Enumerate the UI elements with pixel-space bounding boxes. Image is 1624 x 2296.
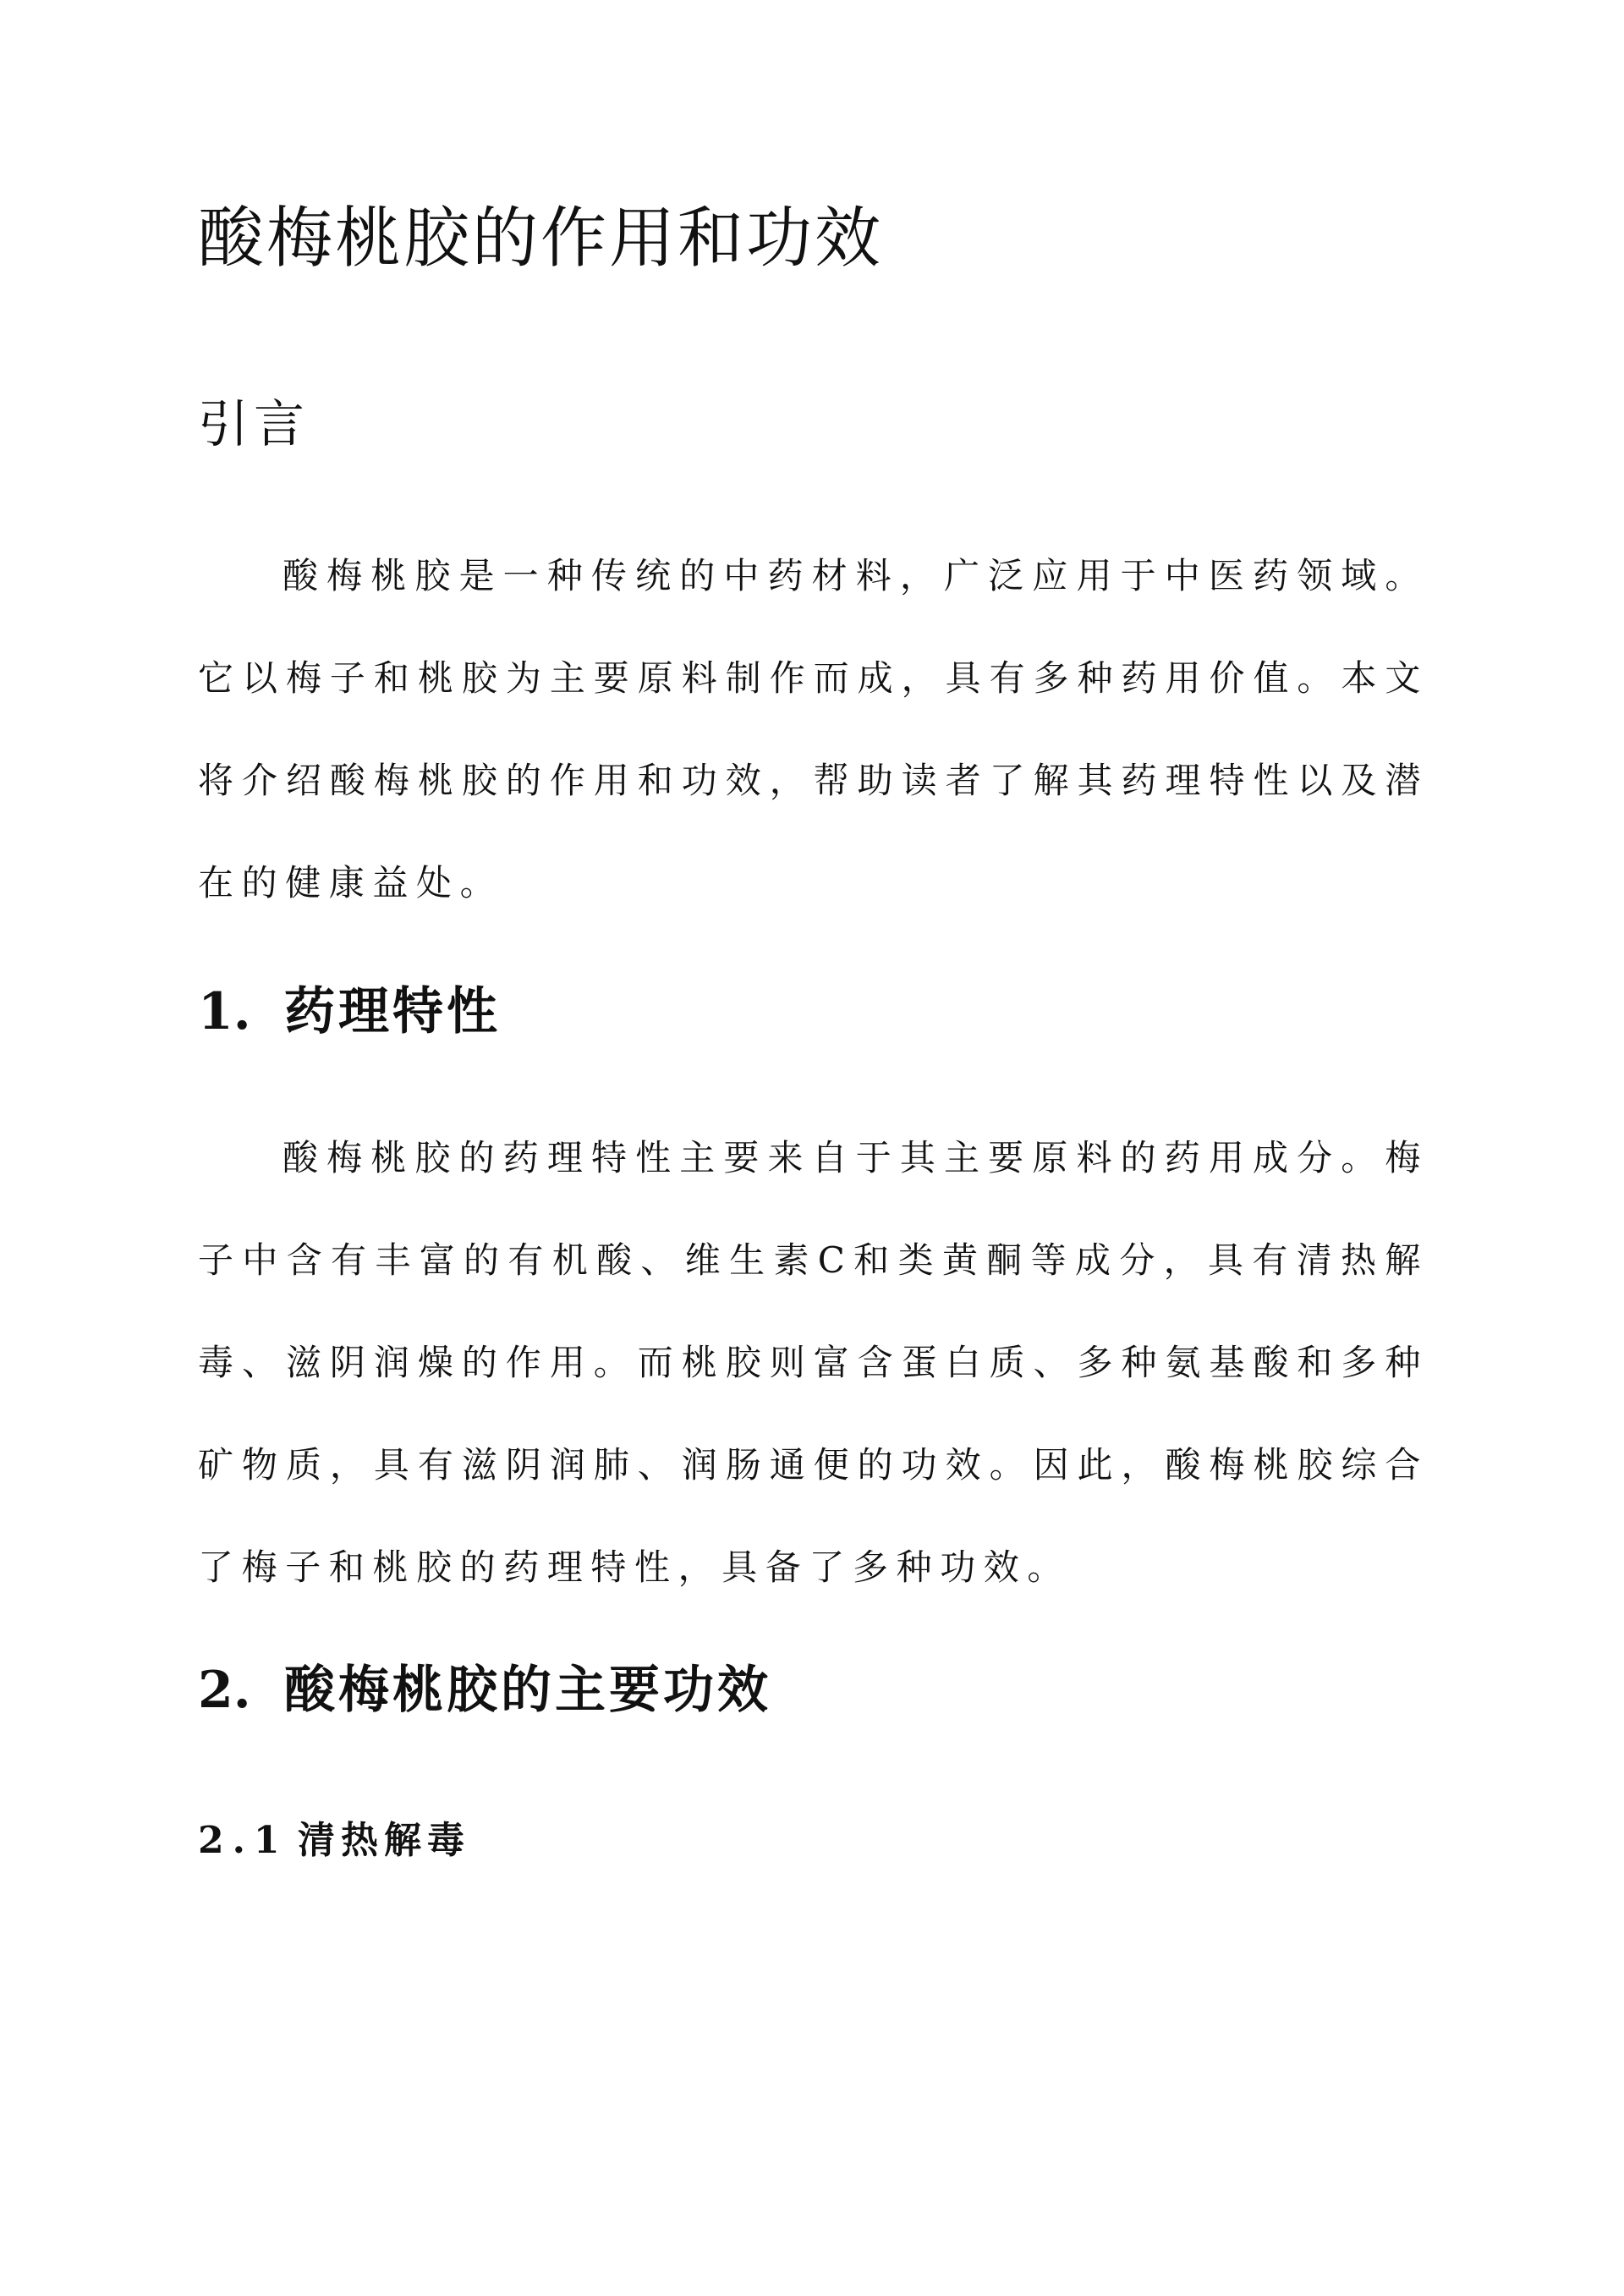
section-1-number: 1.: [198, 982, 251, 1041]
subsection-2-1-title: 清热解毒: [298, 1819, 470, 1862]
section-1-paragraph: 酸梅桃胶的药理特性主要来自于其主要原料的药用成分。梅子中含有丰富的有机酸、维生素C和类黄酮等成分，具有清热解毒、滋阴润燥的作用。而桃胶则富含蛋白质、多种氨基酸和多种矿物质，具有滋阴润肺、润肠通便的功效。因此，酸梅桃胶综合了梅子和桃胶的药理特性，具备了多种功效。: [198, 1137, 1429, 1588]
intro-heading: 引言: [198, 395, 310, 454]
section-2-heading: [198, 1656, 771, 1724]
subsection-2-1-number: 2.1: [198, 1819, 288, 1862]
intro-paragraph: 酸梅桃胶是一种传统的中药材料，广泛应用于中医药领域。它以梅子和桃胶为主要原料制作而成，具有多种药用价值。本文将介绍酸梅桃胶的作用和功效，帮助读者了解其药理特性以及潜在的健康益处。: [198, 555, 1429, 904]
section-1-title: 药理特性: [284, 982, 501, 1041]
document-title: 酸梅桃胶的作用和功效: [198, 200, 884, 277]
section-2-number: 2.: [198, 1661, 251, 1720]
section-1-heading: [198, 978, 501, 1046]
section-2-title: 酸梅桃胶的主要功效: [284, 1661, 771, 1720]
subsection-2-1-heading: [198, 1815, 470, 1866]
